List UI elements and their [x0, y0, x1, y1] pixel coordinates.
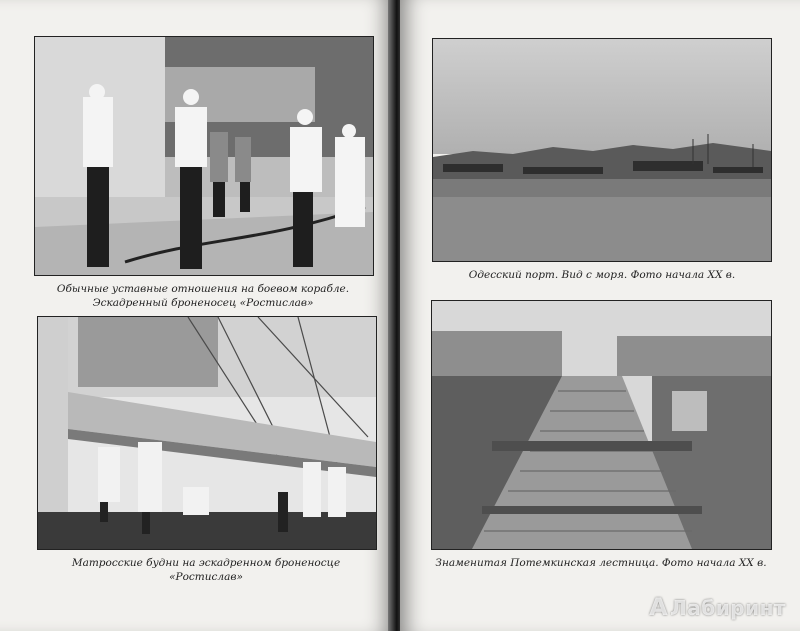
photo-odessa-port	[432, 38, 772, 262]
labirint-watermark	[649, 593, 786, 621]
watermark-text: Лабиринт	[670, 596, 786, 620]
labirint-logo-icon: A	[649, 593, 669, 621]
photo-ship-deck-officers	[34, 36, 374, 276]
right-page	[400, 0, 800, 631]
photo-potemkin-stairs	[431, 300, 772, 550]
photo-sailors-on-deck	[37, 316, 377, 550]
left-page	[0, 0, 392, 631]
caption-photo-3: Одесский порт. Вид с моря. Фото начала XX в.	[468, 269, 736, 281]
caption-photo-2: Матросские будни на эскадренном броненосце «Ростислав»	[71, 557, 341, 583]
caption-photo-1: Обычные уставные отношения на боевом корабле. Эскадренный броненосец «Ростислав»	[56, 283, 350, 309]
caption-photo-4: Знаменитая Потемкинская лестница. Фото начала XX в.	[435, 557, 767, 569]
